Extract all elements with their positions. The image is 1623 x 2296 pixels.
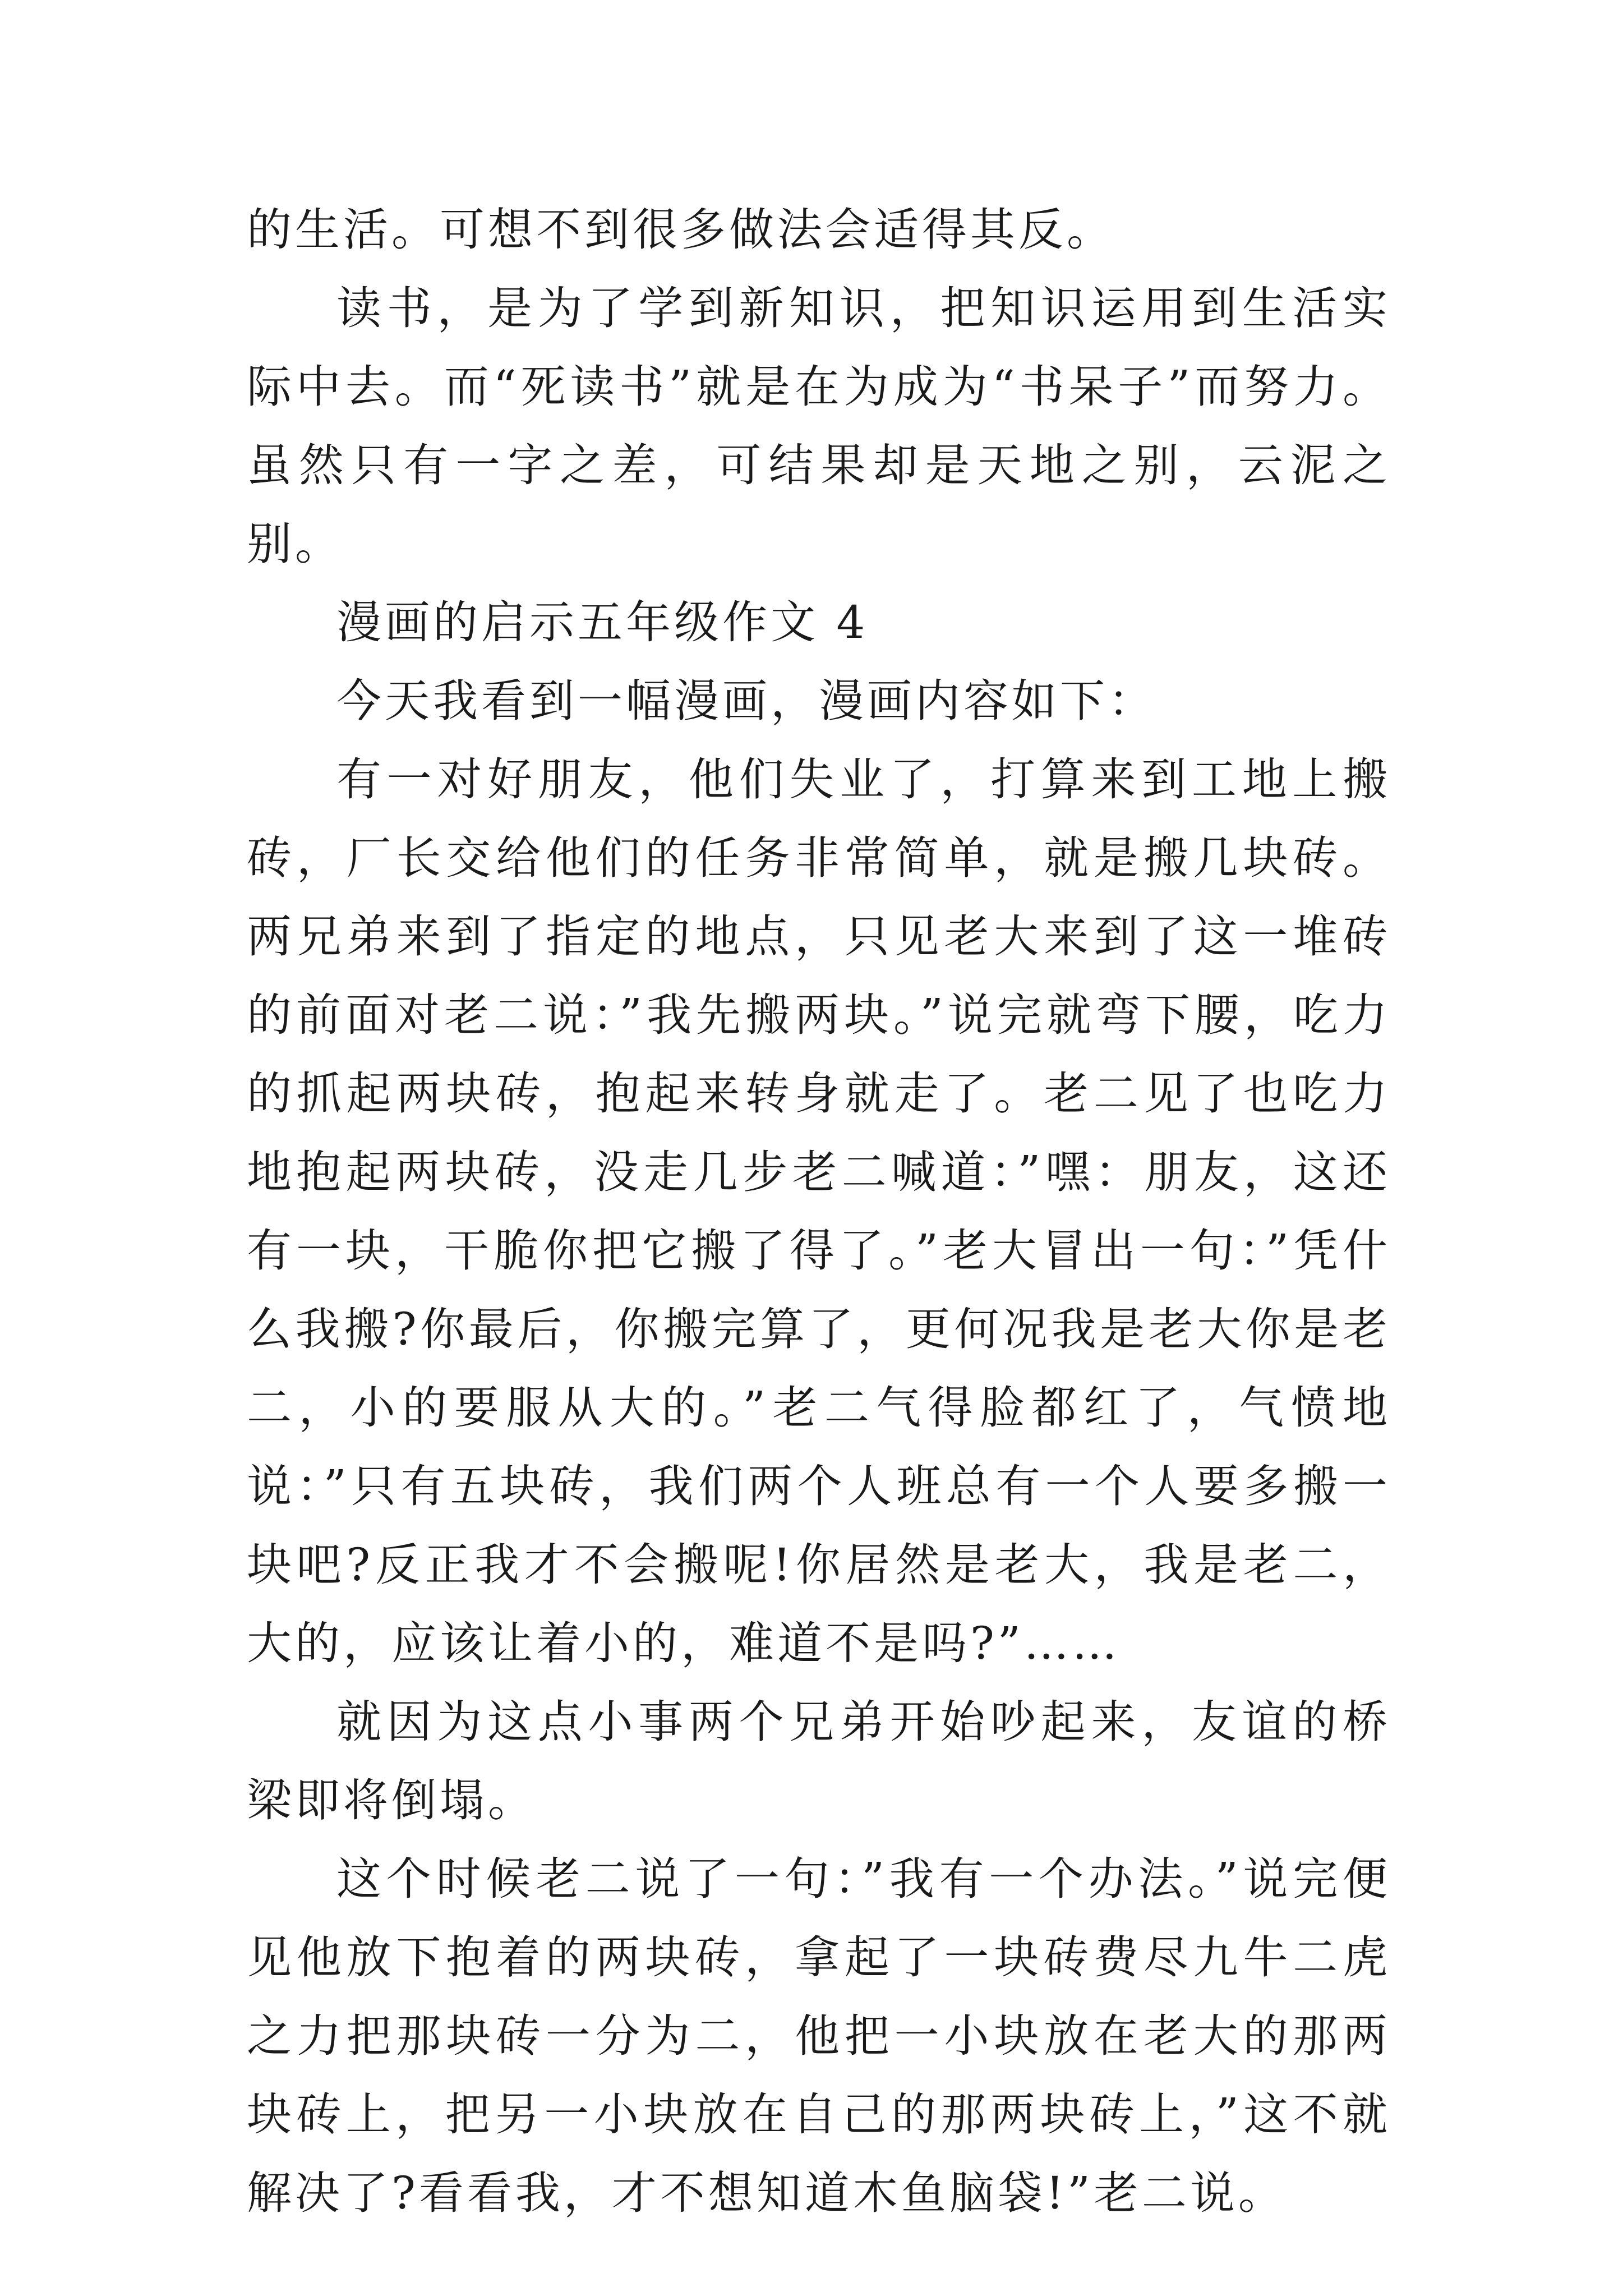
paragraph-solution: 这个时候老二说了一句：”我有一个办法。”说完便见他放下抱着的两块砖，拿起了一块砖费尽九牛二虎之力把那块砖一分为二，他把一小块放在老大的那两块砖上，把另一小块放在自己的那两块砖上，”这不就解决了?看看我，才不想知道木鱼脑袋!”老二说。: [247, 1853, 1391, 2219]
essay-title: 漫画的启示五年级作文 4: [336, 596, 869, 648]
paragraph-intro: 今天我看到一幅漫画，漫画内容如下：: [336, 675, 1156, 727]
document-body: [247, 191, 1391, 2233]
paragraph-continuation: 的生活。可想不到很多做法会适得其反。: [247, 204, 1115, 256]
paragraph-story: 有一对好朋友，他们失业了，打算来到工地上搬砖，厂长交给他们的任务非常简单，就是搬几块砖。两兄弟来到了指定的地点，只见老大来到了这一堆砖的前面对老二说：”我先搬两块。”说完就弯下腰，吃力的抓起两块砖，抱起来转身就走了。老二见了也吃力地抱起两块砖，没走几步老二喊道：”嘿：朋友，这还有一块，干脆你把它搬了得了。”老大冒出一句：”凭什么我搬?你最后，你搬完算了，更何况我是老大你是老二，小的要服从大的。”老二气得脸都红了，气愤地说：”只有五块砖，我们两个人班总有一个人要多搬一块吧?反正我才不会搬呢!你居然是老大，我是老二，大的，应该让着小的，难道不是吗?”……: [247, 753, 1391, 1669]
paragraph-quarrel: 就因为这点小事两个兄弟开始吵起来，友谊的桥梁即将倒塌。: [247, 1696, 1391, 1826]
paragraph-reading: 读书，是为了学到新知识，把知识运用到生活实际中去。而“死读书”就是在为成为“书呆子”而努力。虽然只有一字之差，可结果却是天地之别，云泥之别。: [247, 282, 1391, 570]
